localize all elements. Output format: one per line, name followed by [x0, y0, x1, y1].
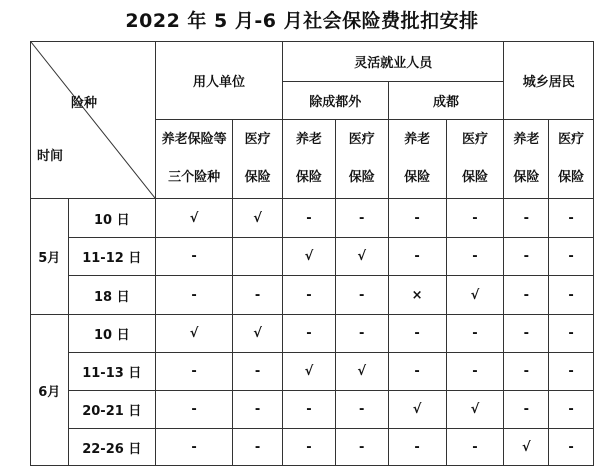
table-row — [31, 199, 594, 238]
table-body — [31, 199, 594, 466]
mark-cell: - — [335, 199, 388, 238]
mark-cell: √ — [335, 238, 388, 276]
diagonal-line — [31, 42, 155, 198]
mark-cell: - — [282, 199, 335, 238]
date-cell: 10 日 — [68, 315, 155, 353]
mark-cell: - — [446, 429, 504, 466]
mark-cell: - — [155, 353, 232, 391]
mark-cell: × — [388, 276, 446, 315]
date-cell: 20-21 日 — [68, 391, 155, 429]
mark-cell: - — [446, 315, 504, 353]
header-insurance-type: 险种 — [70, 96, 97, 111]
header-employer: 用人单位 — [155, 42, 282, 120]
mark-cell: - — [446, 353, 504, 391]
page-title: 2022 年 5 月-6 月社会保险费批扣安排 — [125, 10, 479, 32]
header-time: 时间 — [37, 149, 64, 164]
mark-cell: - — [549, 353, 594, 391]
header-col-5-line2: 保险 — [404, 170, 431, 185]
header-col-6-line1: 医疗 — [462, 132, 489, 147]
mark-cell: √ — [504, 429, 549, 466]
header-col-8-line1: 医疗 — [558, 132, 585, 147]
mark-cell: √ — [233, 199, 283, 238]
header-col-4 — [335, 120, 388, 199]
mark-cell: √ — [155, 199, 232, 238]
mark-cell: - — [282, 276, 335, 315]
mark-cell: - — [504, 391, 549, 429]
header-col-7-line1: 养老 — [513, 132, 540, 147]
mark-cell: - — [233, 391, 283, 429]
mark-cell: - — [335, 276, 388, 315]
mark-cell: - — [504, 353, 549, 391]
date-cell: 11-12 日 — [68, 238, 155, 276]
header-urban-rural: 城乡居民 — [504, 42, 594, 120]
mark-cell: √ — [282, 238, 335, 276]
header-col-1-line2: 三个险种 — [168, 170, 221, 185]
header-col-8 — [549, 120, 594, 199]
date-cell: 22-26 日 — [68, 429, 155, 466]
mark-cell: - — [549, 315, 594, 353]
header-col-8-line2: 保险 — [558, 170, 585, 185]
table-row — [31, 391, 594, 429]
header-chengdu: 成都 — [388, 82, 504, 120]
mark-cell: √ — [388, 391, 446, 429]
mark-cell: √ — [282, 353, 335, 391]
mark-cell: - — [549, 199, 594, 238]
mark-cell: - — [388, 238, 446, 276]
header-col-2-line1: 医疗 — [244, 132, 271, 147]
mark-cell: - — [233, 276, 283, 315]
mark-cell: - — [388, 315, 446, 353]
mark-cell: - — [155, 238, 232, 276]
mark-cell: - — [504, 315, 549, 353]
mark-cell: √ — [335, 353, 388, 391]
mark-cell: - — [155, 429, 232, 466]
mark-cell: - — [446, 199, 504, 238]
header-col-4-line2: 保险 — [348, 170, 375, 185]
mark-cell: - — [388, 199, 446, 238]
table-row — [31, 276, 594, 315]
mark-cell: - — [504, 199, 549, 238]
header-col-6-line2: 保险 — [462, 170, 489, 185]
mark-cell: - — [549, 276, 594, 315]
mark-cell: - — [504, 276, 549, 315]
mark-cell: - — [282, 429, 335, 466]
mark-cell: √ — [446, 276, 504, 315]
mark-cell: - — [549, 238, 594, 276]
mark-cell: √ — [446, 391, 504, 429]
mark-cell: - — [388, 429, 446, 466]
mark-cell: - — [335, 315, 388, 353]
mark-cell: - — [155, 391, 232, 429]
table-row — [31, 353, 594, 391]
mark-cell: - — [233, 429, 283, 466]
header-col-3-line1: 养老 — [295, 132, 322, 147]
diagonal-header — [31, 42, 156, 199]
mark-cell: - — [504, 238, 549, 276]
header-col-5 — [388, 120, 446, 199]
mark-cell: √ — [233, 315, 283, 353]
header-flexible-employment: 灵活就业人员 — [282, 42, 503, 82]
mark-cell: - — [282, 315, 335, 353]
date-cell: 10 日 — [68, 199, 155, 238]
date-cell: 11-13 日 — [68, 353, 155, 391]
table-row — [31, 429, 594, 466]
mark-cell: - — [549, 429, 594, 466]
header-col-1 — [155, 120, 232, 199]
mark-cell: - — [282, 391, 335, 429]
mark-cell: √ — [155, 315, 232, 353]
mark-cell: - — [335, 429, 388, 466]
header-col-7-line2: 保险 — [513, 170, 540, 185]
header-col-5-line1: 养老 — [404, 132, 431, 147]
header-col-2-line2: 保险 — [244, 170, 271, 185]
header-col-4-line1: 医疗 — [348, 132, 375, 147]
mark-cell: - — [233, 353, 283, 391]
header-col-6 — [446, 120, 504, 199]
header-col-2 — [233, 120, 283, 199]
month-label: 6月 — [31, 315, 69, 466]
mark-cell: - — [155, 276, 232, 315]
header-col-1-line1: 养老保险等 — [161, 132, 227, 147]
mark-cell: - — [335, 391, 388, 429]
header-col-3-line2: 保险 — [295, 170, 322, 185]
mark-cell: - — [446, 238, 504, 276]
header-col-3 — [282, 120, 335, 199]
mark-cell: - — [388, 353, 446, 391]
month-label: 5月 — [31, 199, 69, 315]
header-except-chengdu: 除成都外 — [282, 82, 388, 120]
table-row — [31, 315, 594, 353]
mark-cell — [233, 238, 283, 276]
table-row — [31, 238, 594, 276]
date-cell: 18 日 — [68, 276, 155, 315]
mark-cell: - — [549, 391, 594, 429]
header-col-7 — [504, 120, 549, 199]
schedule-table — [30, 41, 594, 466]
